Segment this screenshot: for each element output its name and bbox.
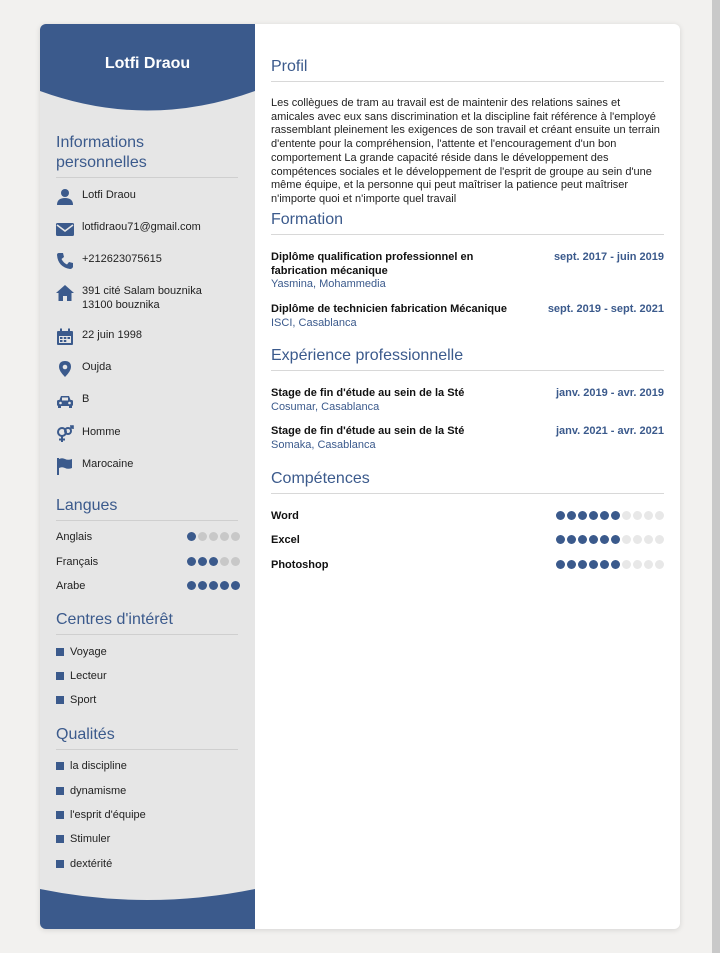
language-row [56,579,240,593]
square-bullet-icon [56,696,64,704]
skill-dot [644,511,653,520]
skill-dot [633,511,642,520]
skill-dot [622,511,631,520]
profile-text: Les collègues de tram au travail est de maintenir des relations saines et amicales avec eux sans discrimination et la discipline fait référence à l'employé rassemblant pleinement les exigences de son travail et créant ensuite un terrain d'entente pour la compréhension, l'attente et l'encouragement d'un bon comportement La grande capacité réside dans le développement des compétences sociales et le développement de l'esprit de groupe au sein d'une même équipe, et la personne qui peut maîtriser la patience peut maîtriser n'importe quoi et n'importe quel travail [271,97,660,205]
quality-label: la discipline [70,760,127,772]
experience-entry [271,424,664,454]
car-icon [56,392,74,410]
education-institution: Yasmina, Mohammedia [271,278,386,290]
skill-level-dots [556,511,664,520]
square-bullet-icon [56,762,64,770]
language-name: Anglais [56,531,93,543]
skill-level-dots [556,535,664,544]
info-phone[interactable]: +212623075615 [82,253,162,265]
skill-row [271,533,664,547]
info-gender: Homme [82,426,121,438]
skill-dot [611,535,620,544]
address-line-2: 13100 bouznika [82,299,160,311]
skill-dot [567,560,576,569]
skill-dot [633,560,642,569]
skill-level-dots [556,560,664,569]
skill-dot [567,511,576,520]
home-icon [56,284,74,302]
language-row [56,530,240,544]
experience-title: Stage de fin d'étude au sein de la Sté [271,425,465,437]
skill-dot [589,560,598,569]
info-nationality: Marocaine [82,458,134,470]
level-dot [187,557,196,566]
skill-row [271,509,664,523]
info-address [82,284,242,312]
interests-section-title: Centres d'intérêt [56,610,238,635]
skill-dot [644,560,653,569]
qualities-section-title: Qualités [56,725,238,750]
level-dot [220,581,229,590]
skill-dot [567,535,576,544]
language-name: Arabe [56,580,86,592]
skill-dot [655,560,664,569]
skill-dot [611,511,620,520]
flag-icon [56,457,74,475]
quality-item [56,759,236,773]
envelope-icon [56,220,74,238]
phone-icon [56,252,74,270]
level-dot [187,581,196,590]
level-dot [209,581,218,590]
square-bullet-icon [56,672,64,680]
education-dates: sept. 2019 - sept. 2021 [547,303,664,315]
calendar-icon [56,328,74,346]
profile-section-title: Profil [271,57,664,82]
level-dot [231,581,240,590]
skill-row [271,558,664,572]
resume-page [40,24,680,929]
info-section-title: Informations personnelles [56,133,238,178]
skill-dot [556,560,565,569]
languages-section-title: Langues [56,496,238,521]
level-dot [209,557,218,566]
square-bullet-icon [56,860,64,868]
experience-company: Somaka, Casablanca [271,439,376,451]
skill-dot [600,535,609,544]
skill-dot [578,535,587,544]
interest-item [56,645,236,659]
interest-label: Sport [70,694,97,706]
level-dot [198,581,207,590]
skill-dot [622,560,631,569]
language-row [56,555,240,569]
map-pin-icon [56,360,74,378]
level-dot [220,532,229,541]
level-dot [209,532,218,541]
skill-dot [633,535,642,544]
skill-name: Excel [271,534,300,546]
square-bullet-icon [56,648,64,656]
experience-dates: janv. 2019 - avr. 2019 [555,387,664,399]
quality-item [56,784,236,798]
interest-item [56,693,236,707]
quality-label: l'esprit d'équipe [70,809,146,821]
level-dot [198,557,207,566]
square-bullet-icon [56,835,64,843]
interest-item [56,669,236,683]
education-dates: sept. 2017 - juin 2019 [553,251,664,263]
education-degree: Diplôme de technicien fabrication Mécanique [271,303,507,315]
skill-name: Photoshop [271,559,329,571]
sidebar [40,24,255,929]
user-icon [56,188,74,206]
language-level-dots [187,581,240,590]
skill-dot [655,511,664,520]
experience-company: Cosumar, Casablanca [271,401,380,413]
skill-dot [655,535,664,544]
level-dot [187,532,196,541]
level-dot [231,532,240,541]
skill-dot [589,511,598,520]
skill-dot [600,560,609,569]
level-dot [220,557,229,566]
skill-dot [611,560,620,569]
info-city: Oujda [82,361,112,373]
info-birthdate: 22 juin 1998 [82,329,142,341]
scrollbar[interactable] [712,0,720,953]
quality-label: dextérité [70,858,113,870]
language-name: Français [56,556,99,568]
interest-label: Voyage [70,646,107,658]
education-section-title: Formation [271,210,664,235]
skill-dot [622,535,631,544]
gender-icon [56,425,74,443]
language-level-dots [187,557,240,566]
skills-section-title: Compétences [271,469,664,494]
experience-title: Stage de fin d'étude au sein de la Sté [271,387,465,399]
skill-dot [578,560,587,569]
level-dot [231,557,240,566]
info-license: B [82,393,90,405]
quality-label: dynamisme [70,785,127,797]
level-dot [198,532,207,541]
square-bullet-icon [56,811,64,819]
skill-dot [556,511,565,520]
info-email[interactable]: lotfidraou71@gmail.com [82,221,201,233]
skill-dot [644,535,653,544]
candidate-name: Lotfi Draou [104,55,191,72]
footer-banner [40,889,255,929]
skill-name: Word [271,510,299,522]
info-name: Lotfi Draou [82,189,136,201]
skill-dot [556,535,565,544]
education-degree: Diplôme qualification professionnel en fabrication mécanique [271,251,474,277]
quality-item [56,857,236,871]
experience-dates: janv. 2021 - avr. 2021 [555,425,664,437]
skill-dot [589,535,598,544]
interest-label: Lecteur [70,670,107,682]
education-entry [271,250,664,292]
skill-dot [578,511,587,520]
experience-entry [271,386,664,416]
quality-item [56,832,236,846]
address-line-1: 391 cité Salam bouznika [82,285,202,297]
square-bullet-icon [56,787,64,795]
skill-dot [600,511,609,520]
education-entry [271,302,664,332]
quality-label: Stimuler [70,833,111,845]
quality-item [56,808,236,822]
education-institution: ISCI, Casablanca [271,317,357,329]
language-level-dots [187,532,240,541]
experience-section-title: Expérience professionnelle [271,346,664,371]
